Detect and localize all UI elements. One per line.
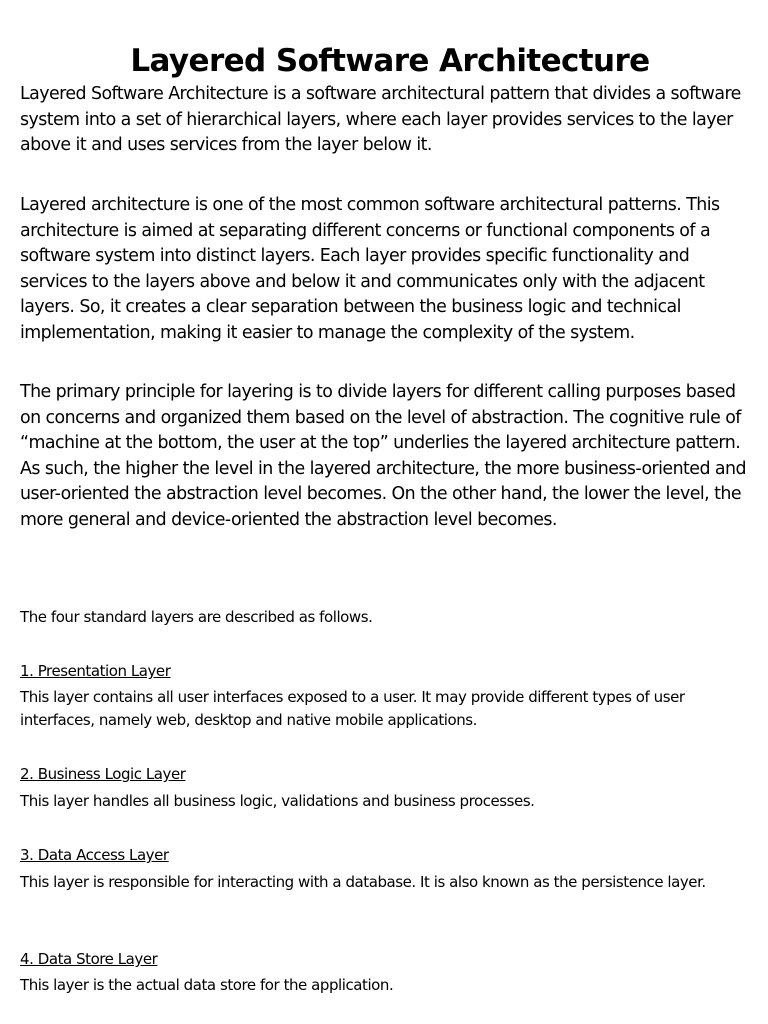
layer-description-data-store: This layer is the actual data store for the application. bbox=[20, 976, 394, 994]
layer-description-data-access: This layer is responsible for interacting with a database. It is also known as the persistence layer. bbox=[20, 873, 706, 891]
layer-heading-data-access: 3. Data Access Layer bbox=[20, 846, 169, 864]
layer-heading-data-store: 4. Data Store Layer bbox=[20, 950, 158, 968]
paragraph-definition: Layered Software Architecture is a software architectural pattern that divides a software system into a set of hierarchical layers, where each layer provides services to the layer above it and uses services from the layer below it. bbox=[20, 84, 741, 156]
layer-heading-business-logic: 2. Business Logic Layer bbox=[20, 765, 186, 783]
layer-description-business-logic: This layer handles all business logic, validations and business processes. bbox=[20, 792, 535, 810]
layer-heading-presentation: 1. Presentation Layer bbox=[20, 662, 171, 680]
layer-description-presentation: This layer contains all user interfaces exposed to a user. It may provide different types of user interfaces, namely web, desktop and native mobile applications. bbox=[20, 688, 685, 729]
paragraph-principle: The primary principle for layering is to divide layers for different calling purposes based on concerns and organized them based on the level of abstraction. The cognitive rule of “machine at the bottom, the user at the top” underlies the layered architecture pattern. As such, the higher the level in the layered architecture, the more business-oriented and user-oriented the abstraction level becomes. On the other hand, the lower the level, the more general and device-oriented the abstraction level becomes. bbox=[20, 382, 746, 530]
paragraph-overview: Layered architecture is one of the most common software architectural patterns. This architecture is aimed at separating different concerns or functional components of a software system into distinct layers. Each layer provides specific functionality and services to the layers above and below it and communicates only with the adjacent layers. So, it creates a clear separation between the business logic and technical implementation, making it easier to manage the complexity of the system. bbox=[20, 195, 720, 343]
layers-intro: The four standard layers are described as follows. bbox=[20, 608, 373, 626]
page-title: Layered Software Architecture bbox=[130, 43, 650, 79]
